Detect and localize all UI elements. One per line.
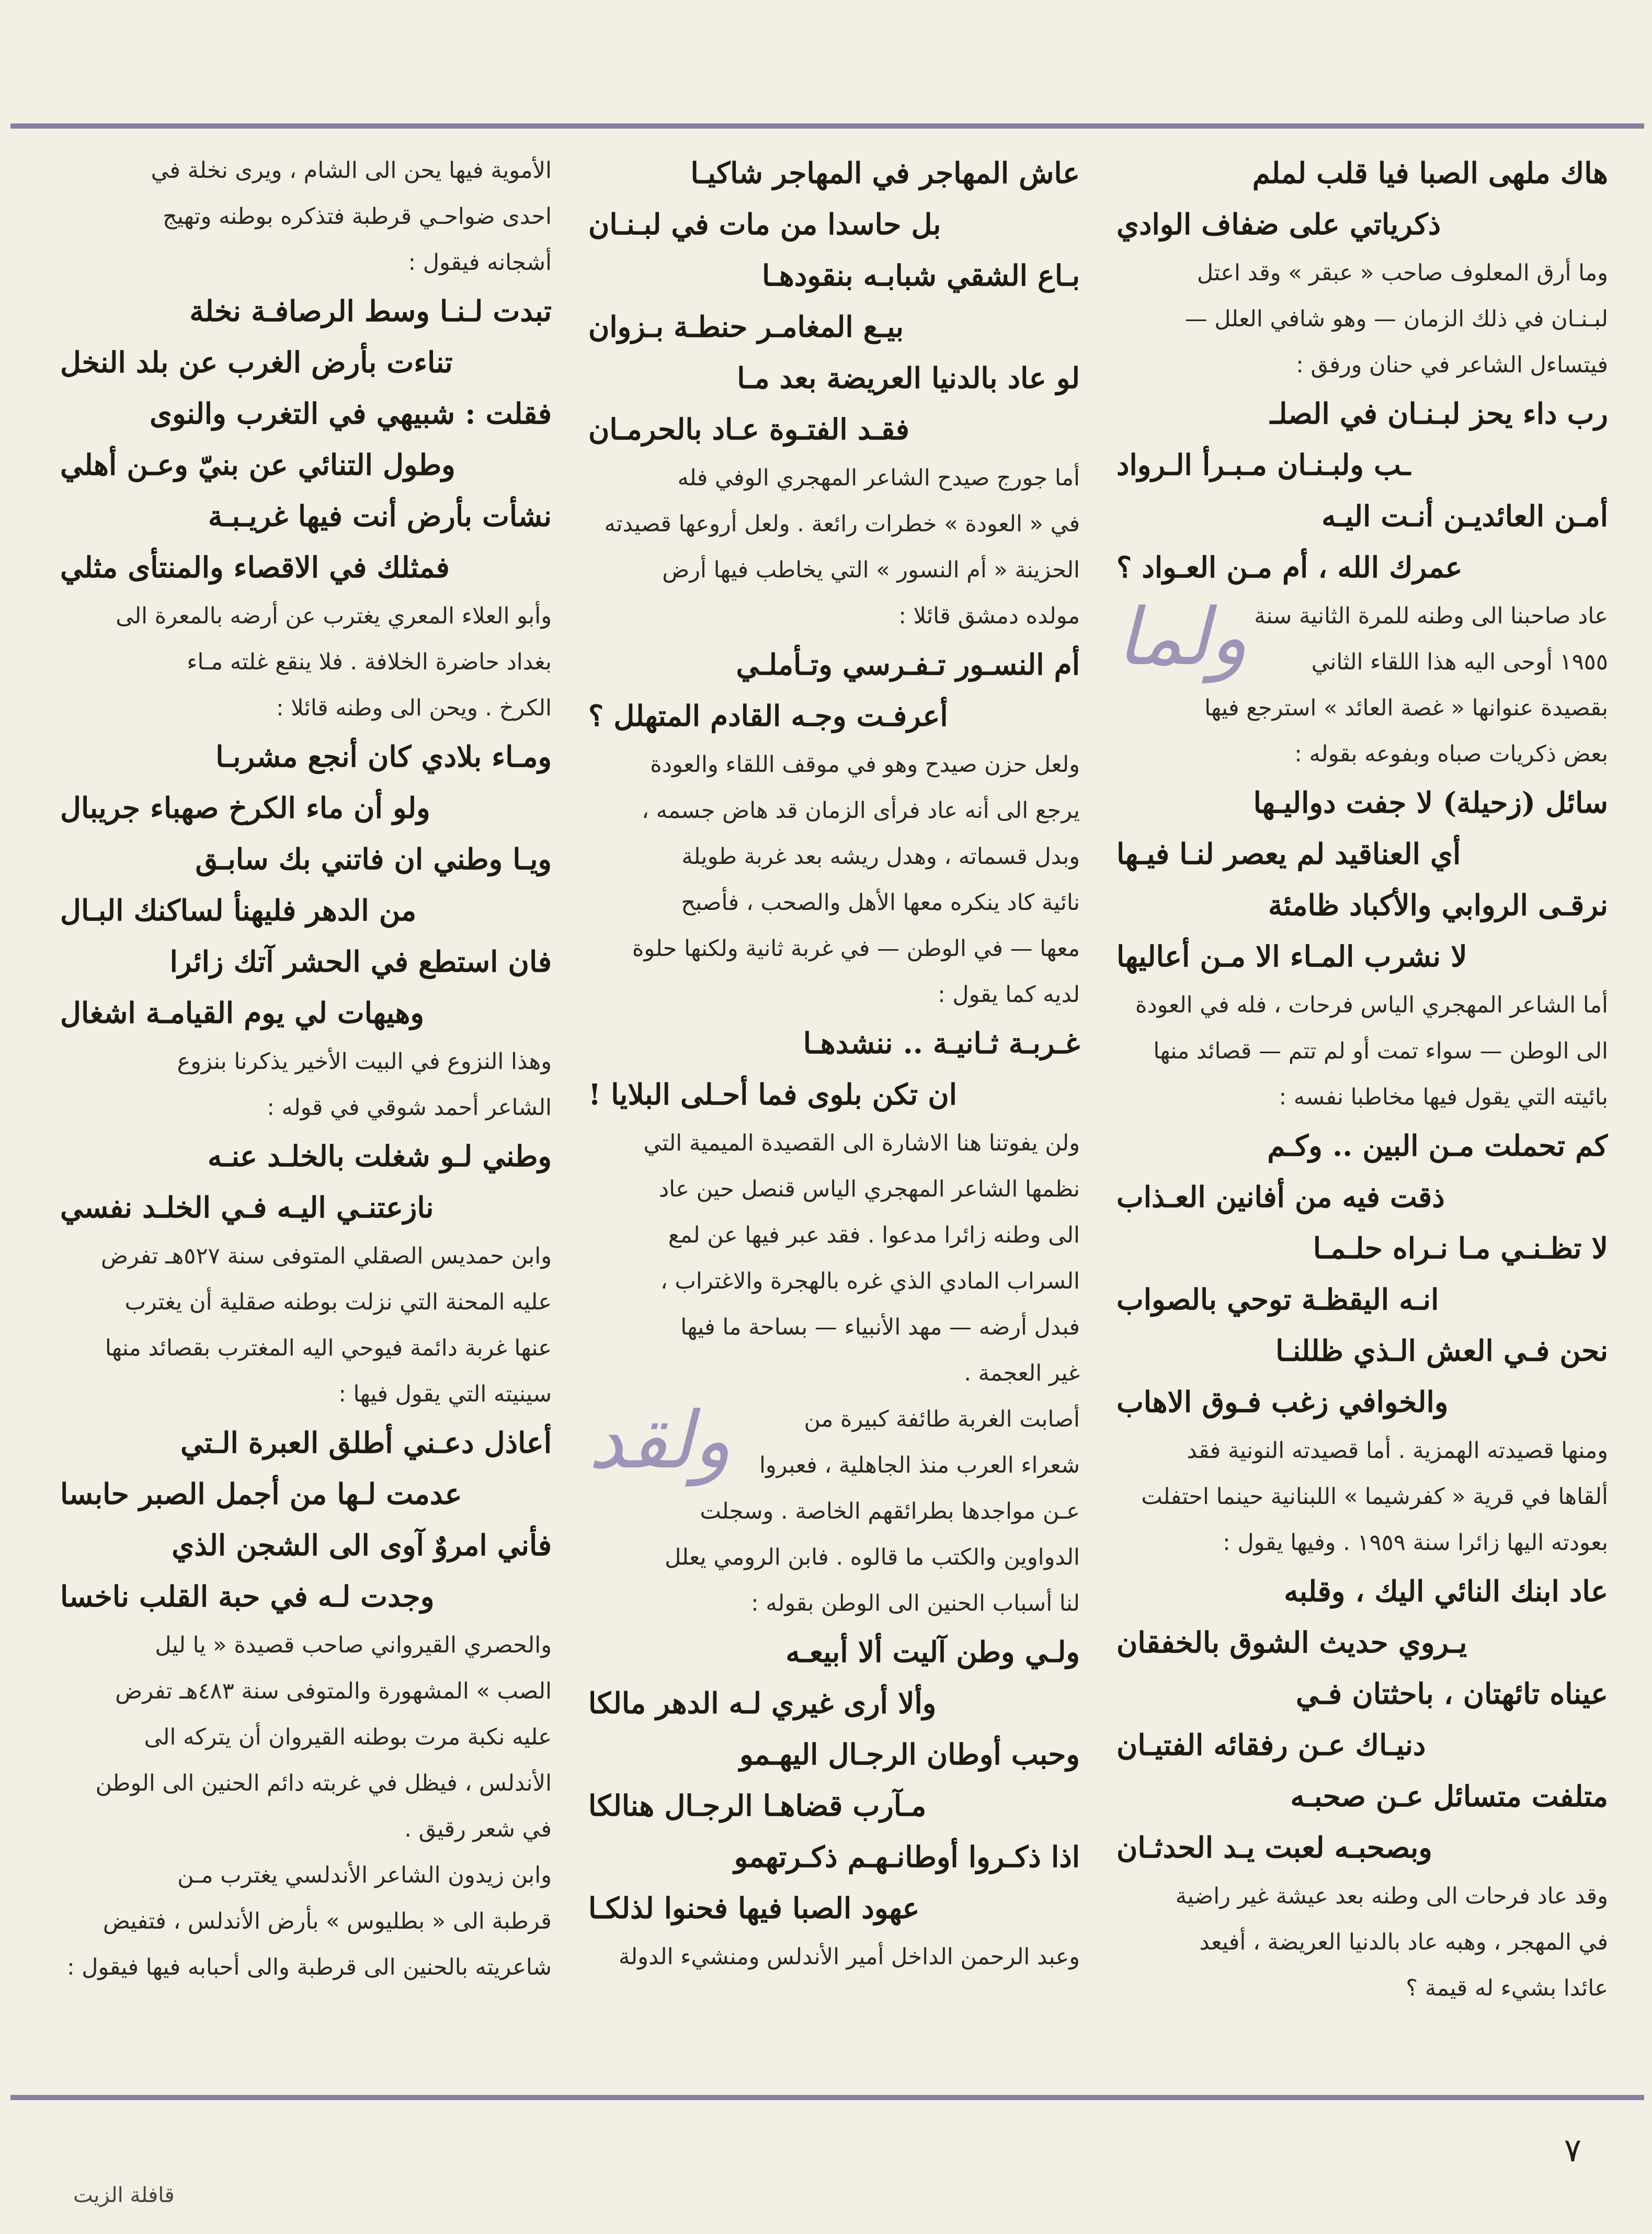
prose-line: بائيته التي يقول فيها مخاطبا نفسه : bbox=[1279, 1084, 1608, 1110]
verse-line: ولو أن ماء الكرخ صهباء جريبال bbox=[60, 791, 430, 825]
verse-line: عدمت لـها من أجمل الصبر حابسا bbox=[60, 1477, 462, 1511]
verse-line: فمثلك في الاقصاء والمنتأى مثلي bbox=[60, 550, 450, 584]
verse-line: أم النسـور تـفـرسي وتـأملـي bbox=[736, 647, 1080, 681]
prose-line: وابن حمديس الصقلي المتوفى سنة ٥٢٧هـ تفرض bbox=[101, 1243, 552, 1269]
prose-line: عـن مواجدها بطرائقهم الخاصة . وسجلت bbox=[700, 1498, 1080, 1524]
verse-line: كم تحملت مـن البين .. وكـم bbox=[1267, 1129, 1608, 1162]
prose-line: أشجانه فيقول : bbox=[408, 249, 552, 276]
verse-line: وطني لـو شغلت بالخلـد عنـه bbox=[207, 1139, 552, 1173]
prose-line: ١٩٥٥ أوحى اليه هذا اللقاء الثاني bbox=[1311, 649, 1608, 675]
prose-line: سينيته التي يقول فيها : bbox=[338, 1381, 552, 1407]
verse-line: ومـاء بلادي كان أنجع مشربـا bbox=[215, 739, 552, 773]
verse-line: وبصحبـه لعبت يـد الحدثـان bbox=[1116, 1830, 1432, 1864]
prose-line: وهذا النزوع في البيت الأخير يذكرنا بنزوع bbox=[177, 1048, 552, 1075]
prose-line: ومنها قصيدته الهمزية . أما قصيدته النونية فقد bbox=[1187, 1438, 1608, 1464]
prose-line: عليه المحنة التي نزلت بوطنه صقلية أن يغترب bbox=[124, 1289, 552, 1315]
verse-line: سائل (زحيلة) لا جفت دواليـها bbox=[1253, 785, 1608, 819]
verse-line: نازعتنـي اليـه فـي الخلـد نفسي bbox=[60, 1190, 434, 1224]
prose-line: بغداد حاضرة الخلافة . فلا ينقع غلته مـاء bbox=[187, 649, 552, 675]
column-left bbox=[60, 147, 552, 2077]
page-number: ٧ bbox=[1564, 2131, 1581, 2169]
bottom-rule bbox=[10, 2095, 1644, 2100]
verse-line: أمـن العائديـن أنـت اليـه bbox=[1321, 499, 1608, 533]
prose-line: احدى ضواحـي قرطبة فتذكره بوطنه وتهيج bbox=[163, 203, 552, 230]
verse-line: ان تكن بلوى فما أحـلى البلايا ! bbox=[588, 1077, 958, 1111]
verse-line: وحبب أوطان الرجـال اليهـمو bbox=[739, 1737, 1080, 1771]
verse-line: لو عاد بالدنيا العريضة بعد مـا bbox=[737, 361, 1080, 395]
prose-line: شعراء العرب منذ الجاهلية ، فعبروا bbox=[759, 1452, 1080, 1478]
verse-line: عمرك الله ، أم مـن العـواد ؟ bbox=[1116, 550, 1463, 584]
prose-line: في « العودة » خطرات رائعة . ولعل أروعها قصيدته bbox=[604, 511, 1080, 537]
prose-line: الأندلس ، فيظل في غربته دائم الحنين الى الوطن bbox=[95, 1770, 552, 1796]
verse-line: عاد ابنك النائي اليك ، وقلبه bbox=[1284, 1574, 1608, 1608]
prose-line: فيتساءل الشاعر في حنان ورفق : bbox=[1296, 352, 1608, 378]
verse-line: عهود الصبا فيها فحنوا لذلكـا bbox=[588, 1891, 920, 1925]
verse-line: غـربـة ثـانيـة .. ننشدهـا bbox=[803, 1026, 1080, 1060]
prose-line: الصب » المشهورة والمتوفى سنة ٤٨٣هـ تفرض bbox=[115, 1678, 552, 1704]
verse-line: تناءت بأرض الغرب عن بلد النخل bbox=[60, 345, 453, 379]
verse-line: فان استطع في الحشر آتك زائرا bbox=[169, 944, 552, 978]
prose-line: وقد عاد فرحات الى وطنه بعد عيشة غير راضية bbox=[1175, 1883, 1608, 1909]
verse-line: ذكرياتي على ضفاف الوادي bbox=[1116, 207, 1441, 241]
prose-line: بقصيدة عنوانها « غصة العائد » استرجع فيها bbox=[1204, 695, 1608, 721]
verse-line: وألا أرى غيري لـه الدهر مالكا bbox=[588, 1686, 937, 1720]
verse-line: يـروي حديث الشوق بالخفقان bbox=[1116, 1625, 1467, 1659]
verse-line: وهيهات لي يوم القيامـة اشغال bbox=[60, 996, 424, 1030]
prose-line: قرطبة الى « بطليوس » بأرض الأندلس ، فتفيض bbox=[102, 1908, 552, 1934]
prose-line: نظمها الشاعر المهجري الياس قنصل حين عاد bbox=[659, 1176, 1080, 1202]
verse-line: ـب ولبـنـان مـبـرأ الـرواد bbox=[1116, 448, 1411, 482]
prose-line: بعض ذكريات صباه وبفوعه بقوله : bbox=[1294, 741, 1608, 767]
verse-line: وطول التنائي عن بنيّ وعـن أهلي bbox=[60, 448, 455, 482]
prose-line: مولده دمشق قائلا : bbox=[898, 603, 1080, 629]
verse-line: مـآرب قضاهـا الرجـال هنالكا bbox=[588, 1788, 927, 1822]
prose-line: لديه كما يقول : bbox=[938, 982, 1080, 1008]
prose-line: في شعر رقيق . bbox=[404, 1816, 552, 1842]
prose-line: عاد صاحبنا الى وطنه للمرة الثانية سنة bbox=[1254, 603, 1608, 629]
verse-line: فأني امروٌ آوى الى الشجن الذي bbox=[172, 1528, 552, 1562]
prose-line: أما جورج صيدح الشاعر المهجري الوفي فله bbox=[677, 465, 1080, 491]
prose-line: وبدل قسماته ، وهدل ريشه بعد غربة طويلة bbox=[681, 844, 1080, 870]
verse-line: رب داء يحز لبـنـان في الصلـ bbox=[1270, 396, 1608, 430]
verse-line: من الدهر فليهنأ لساكنك البـال bbox=[60, 893, 417, 927]
verse-line: أي العناقيد لم يعصر لنـا فيـها bbox=[1116, 837, 1461, 871]
verse-line: فقلت : شبيهي في التغرب والنوى bbox=[150, 396, 552, 430]
prose-line: معها — في الوطن — في غربة ثانية ولكنها حلوة bbox=[632, 936, 1080, 962]
prose-line: لنا أسباب الحنين الى الوطن بقوله : bbox=[751, 1590, 1080, 1616]
verse-line: ويـا وطني ان فاتني بك سابـق bbox=[195, 842, 552, 876]
prose-line: لبـنـان في ذلك الزمان — وهو شافي العلل — bbox=[1184, 306, 1608, 332]
prose-line: وأبو العلاء المعري يغترب عن أرضه بالمعرة الى bbox=[116, 603, 552, 629]
verse-line: والخوافي زغب فـوق الاهاب bbox=[1116, 1385, 1449, 1419]
verse-line: عاش المهاجر في المهاجر شاكيـا bbox=[690, 156, 1080, 190]
column-right bbox=[1116, 147, 1608, 2077]
verse-line: فقـد الفتـوة عـاد بالحرمـان bbox=[588, 412, 909, 446]
prose-line: الأموية فيها يحن الى الشام ، ويرى نخلة في bbox=[151, 157, 552, 184]
magazine-title: قافلة الزيت bbox=[73, 2183, 175, 2207]
verse-line: دنيـاك عـن رفقائه الفتيـان bbox=[1116, 1728, 1426, 1762]
verse-line: متلفت متسائل عـن صحبـه bbox=[1290, 1779, 1608, 1813]
prose-line: أصابت الغربة طائفة كبيرة من bbox=[804, 1406, 1080, 1432]
dropcap-ornament: ولما bbox=[1116, 592, 1248, 683]
prose-line: الدواوين والكتب ما قالوه . فابن الرومي يعلل bbox=[665, 1544, 1080, 1570]
verse-line: اذا ذكـروا أوطانـهـم ذكـرتهمو bbox=[734, 1840, 1080, 1874]
verse-line: نحن فـي العش الـذي ظللنـا bbox=[1275, 1333, 1608, 1367]
prose-line: وابن زيدون الشاعر الأندلسي يغترب مـن bbox=[177, 1862, 552, 1888]
dropcap-ornament: ولقد bbox=[588, 1395, 731, 1486]
top-rule bbox=[10, 123, 1644, 129]
prose-line: الحزينة « أم النسور » التي يخاطب فيها أرض bbox=[662, 557, 1080, 583]
verse-line: نرقـى الروابي والأكباد ظامئة bbox=[1268, 888, 1608, 922]
verse-line: هاك ملهى الصبا فيا قلب لملم bbox=[1252, 156, 1608, 190]
verse-line: تبدت لـنـا وسط الرصافـة نخلة bbox=[189, 294, 552, 328]
prose-line: عنها غربة دائمة فيوحي اليه المغترب بقصائد منها bbox=[105, 1335, 552, 1361]
dropcap-paragraph bbox=[588, 1396, 1080, 1488]
prose-line: أما الشاعر المهجري الياس فرحات ، فله في العودة bbox=[1135, 992, 1608, 1018]
verse-line: وجدت لـه في حبة القلب ناخسا bbox=[60, 1579, 435, 1613]
verse-line: بيـع المغامـر حنطـة بـزوان bbox=[588, 310, 904, 344]
prose-line: غير العجمة . bbox=[964, 1360, 1080, 1386]
verse-line: أعاذل دعـني أطلق العبرة الـتي bbox=[180, 1426, 552, 1460]
prose-line: شاعريته بالحنين الى قرطبة والى أحبابه فيها فيقول : bbox=[67, 1954, 552, 1980]
prose-line: السراب المادي الذي غره بالهجرة والاغتراب ، bbox=[660, 1268, 1080, 1294]
verse-line: نشأت بأرض أنت فيها غريـبـة bbox=[208, 499, 552, 533]
prose-line: عائدا بشيء له قيمة ؟ bbox=[1406, 1975, 1608, 2001]
prose-line: يرجع الى أنه عاد فرأى الزمان قد هاض جسمه ، bbox=[642, 797, 1080, 824]
verse-line: ولـي وطن آليت ألا أبيعـه bbox=[785, 1635, 1080, 1669]
verse-line: بل حاسدا من مات في لبـنـان bbox=[588, 207, 941, 241]
prose-line: في المهجر ، وهبه عاد بالدنيا العريضة ، أفيعد bbox=[1199, 1929, 1608, 1955]
prose-line: فبدل أرضه — مهد الأنبياء — بساحة ما فيها bbox=[680, 1314, 1080, 1340]
prose-line: وعبد الرحمن الداخل أمير الأندلس ومنشيء الدولة bbox=[619, 1944, 1080, 1970]
verse-line: لا تظـنـي مـا نـراه حلـمـا bbox=[1313, 1231, 1608, 1265]
prose-line: ولن يفوتنا هنا الاشارة الى القصيدة الميمية التي bbox=[643, 1130, 1080, 1156]
verse-line: عيناه تائهتان ، باحثتان فـي bbox=[1295, 1677, 1608, 1711]
prose-line: بعودته اليها زائرا سنة ١٩٥٩ . وفيها يقول : bbox=[1223, 1530, 1608, 1556]
verse-line: بـاع الشقي شبابـه بنقودهـا bbox=[761, 258, 1080, 292]
prose-line: ولعل حزن صيدح وهو في موقف اللقاء والعودة bbox=[650, 751, 1080, 778]
prose-line: عليه نكبة مرت بوطنه القيروان أن يتركه الى bbox=[144, 1724, 552, 1750]
prose-line: نائية كاد ينكره معها الأهل والصحب ، فأصبح bbox=[681, 890, 1080, 916]
verse-line: ذقت فيه من أفانين العـذاب bbox=[1116, 1180, 1445, 1214]
prose-line: ألقاها في قرية « كفرشيما » اللبنانية حينما احتفلت bbox=[1141, 1484, 1608, 1510]
dropcap-paragraph bbox=[1116, 593, 1608, 685]
prose-line: الكرخ . ويحن الى وطنه قائلا : bbox=[276, 695, 552, 721]
article-body bbox=[60, 147, 1608, 2077]
prose-line: والحصري القيرواني صاحب قصيدة « يا ليل bbox=[155, 1632, 552, 1658]
prose-line: الى وطنه زائرا مدعوا . فقد عبر فيها عن لمع bbox=[668, 1222, 1080, 1248]
prose-line: الى الوطن — سواء تمت أو لم تتم — قصائد منها bbox=[1153, 1038, 1608, 1064]
column-middle bbox=[588, 147, 1080, 2077]
verse-line: انـه اليقظـة توحي بالصواب bbox=[1116, 1282, 1439, 1316]
prose-line: وما أرق المعلوف صاحب « عبقر » وقد اعتل bbox=[1197, 260, 1608, 286]
verse-line: لا نشرب المـاء الا مـن أعاليها bbox=[1116, 939, 1467, 973]
verse-line: أعرفـت وجـه القادم المتهلل ؟ bbox=[588, 699, 948, 733]
prose-line: الشاعر أحمد شوقي في قوله : bbox=[267, 1095, 552, 1121]
